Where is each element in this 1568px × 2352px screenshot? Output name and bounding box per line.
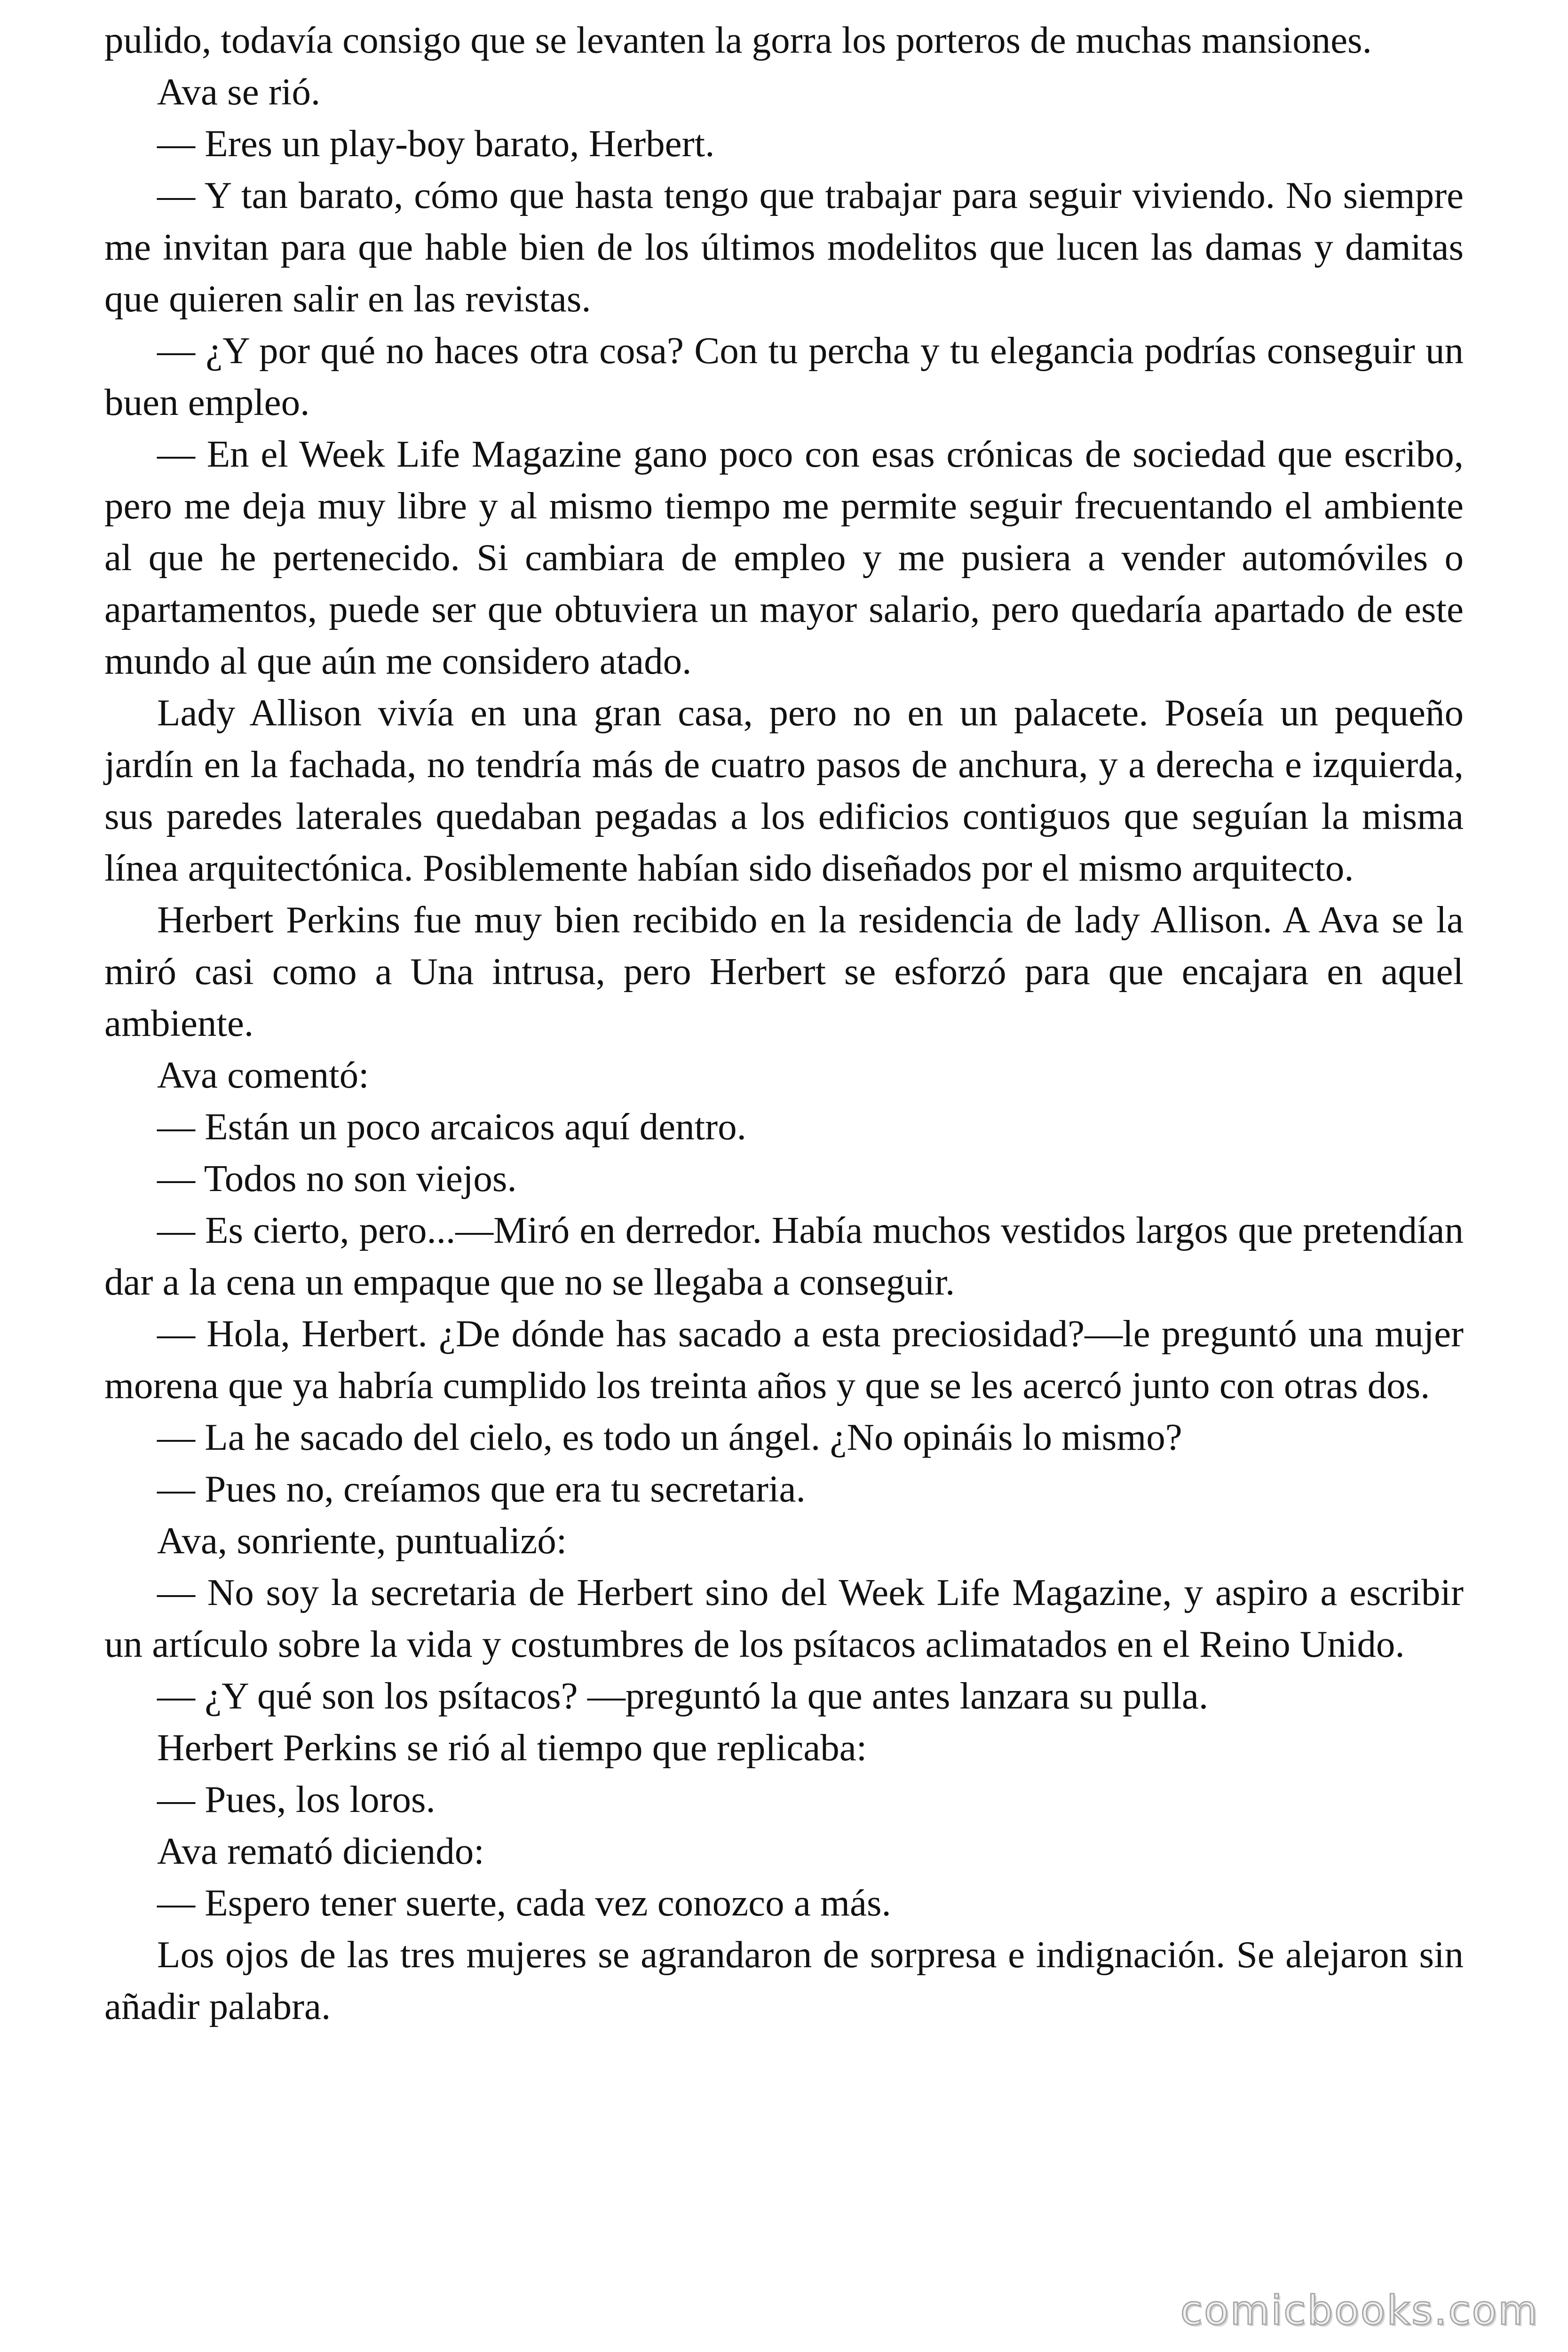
paragraph: — No soy la secretaria de Herbert sino del Week Life Magazine, y aspiro a escribir un artículo sobre la vida y costumbres de los psítacos aclimatados en el Reino Unido. <box>104 1571 1464 1665</box>
watermark-logo: comicbooks.com <box>1180 2287 1539 2334</box>
paragraph: — Todos no son viejos. <box>157 1157 517 1200</box>
paragraph: Herbert Perkins se rió al tiempo que replicaba: <box>157 1726 867 1769</box>
page-body <box>104 14 1464 2032</box>
paragraph: Herbert Perkins fue muy bien recibido en la residencia de lady Allison. A Ava se la miró casi como a Una intrusa, pero Herbert se esforzó para que encajara en aquel ambiente. <box>104 898 1464 1044</box>
paragraph: — La he sacado del cielo, es todo un ángel. ¿No opináis lo mismo? <box>157 1416 1182 1458</box>
paragraph: — Pues no, creíamos que era tu secretaria. <box>157 1468 806 1510</box>
paragraph: — En el Week Life Magazine gano poco con esas crónicas de sociedad que escribo, pero me deja muy libre y al mismo tiempo me permite seguir frecuentando el ambiente al que he pertenecido. Si cambiara de empleo y me pusiera a vender automóviles o apartamentos, puede ser que obtuviera un mayor salario, pero quedaría apartado de este mundo al que aún me considero atado. <box>104 433 1464 682</box>
paragraph: — Y tan barato, cómo que hasta tengo que trabajar para seguir viviendo. No siempre me invitan para que hable bien de los últimos modelitos que lucen las damas y damitas que quieren salir en las revistas. <box>104 174 1464 320</box>
paragraph: — Pues, los loros. <box>157 1778 436 1820</box>
paragraph: — Espero tener suerte, cada vez conozco a más. <box>157 1882 891 1924</box>
paragraph: — Están un poco arcaicos aquí dentro. <box>157 1105 746 1148</box>
paragraph: — Hola, Herbert. ¿De dónde has sacado a esta preciosidad?—le preguntó una mujer morena que ya habría cumplido los treinta años y que se les acercó junto con otras dos. <box>104 1312 1464 1406</box>
paragraph: Ava, sonriente, puntualizó: <box>157 1519 567 1562</box>
paragraph: — ¿Y qué son los psítacos? —preguntó la que antes lanzara su pulla. <box>157 1675 1209 1717</box>
paragraph: Ava remató diciendo: <box>157 1830 484 1872</box>
paragraph: Lady Allison vivía en una gran casa, pero no en un palacete. Poseía un pequeño jardín en la fachada, no tendría más de cuatro pasos de anchura, y a derecha e izquierda, sus paredes laterales quedaban pegadas a los edificios contiguos que seguían la misma línea arquitectónica. Posiblemente habían sido diseñados por el mismo arquitecto. <box>104 691 1464 889</box>
paragraph: Ava se rió. <box>157 71 321 113</box>
paragraph: — Eres un play-boy barato, Herbert. <box>157 122 715 165</box>
paragraph: pulido, todavía consigo que se levanten la gorra los porteros de muchas mansiones. <box>104 19 1372 61</box>
paragraph: Ava comentó: <box>157 1054 369 1096</box>
paragraph: — ¿Y por qué no haces otra cosa? Con tu percha y tu elegancia podrías conseguir un buen empleo. <box>104 329 1464 423</box>
paragraph: Los ojos de las tres mujeres se agrandaron de sorpresa e indignación. Se alejaron sin añadir palabra. <box>104 1933 1464 2027</box>
paragraph: — Es cierto, pero...—Miró en derredor. Había muchos vestidos largos que pretendían dar a la cena un empaque que no se llegaba a conseguir. <box>104 1209 1464 1303</box>
